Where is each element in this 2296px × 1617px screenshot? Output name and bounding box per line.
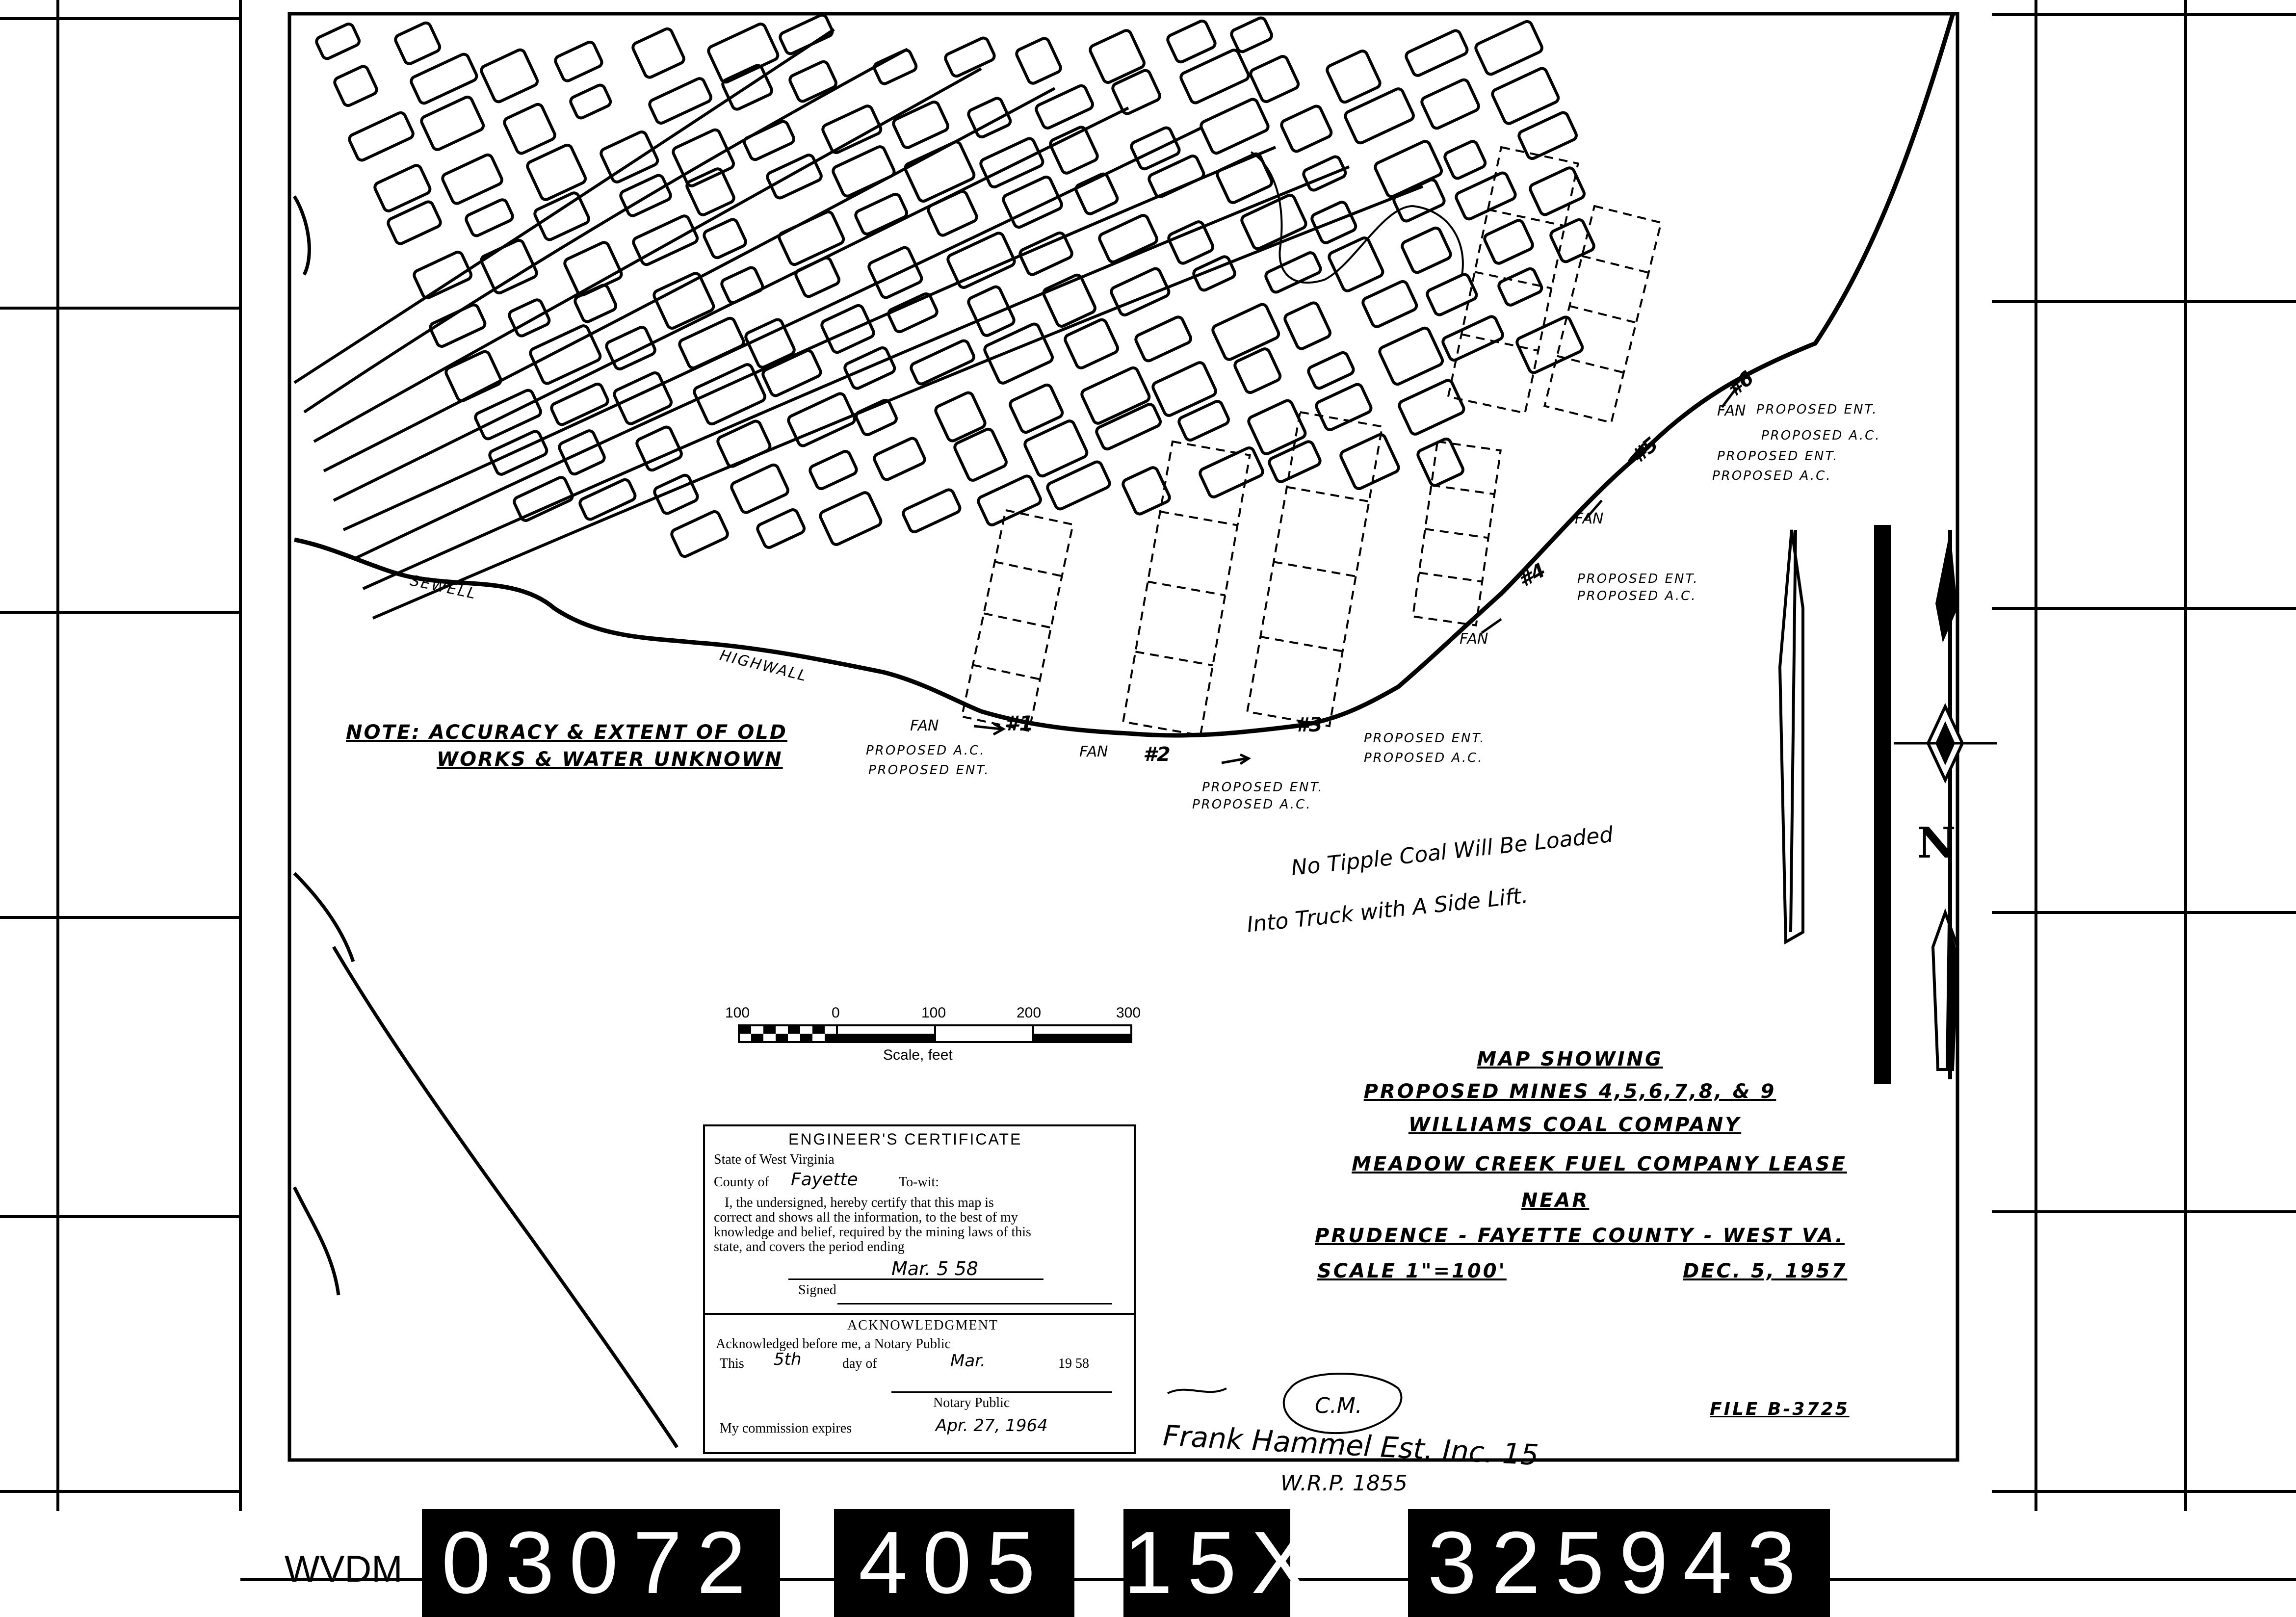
highwall-label: HIGHWALL	[718, 647, 809, 685]
workings-pillar	[1280, 104, 1333, 153]
workings-pillar	[1111, 69, 1161, 115]
workings-pillar	[578, 478, 637, 521]
workings-pillar	[348, 111, 415, 162]
proposed-mine-crosscut	[1160, 512, 1238, 525]
workings-pillar	[1420, 78, 1480, 130]
proposed-mine-crosscut	[1425, 529, 1488, 538]
workings-pillar	[867, 246, 923, 299]
cert-ack-line: Acknowledged before me, a Notary Public	[716, 1336, 951, 1352]
outcrop-left-lower	[294, 873, 353, 962]
mine-5-label-ent: PROPOSED ENT.	[1717, 449, 1839, 464]
workings-pillar	[1230, 16, 1273, 53]
workings-pillar	[1441, 315, 1504, 362]
workings-pillar	[1122, 466, 1171, 516]
scale-caption: Scale, feet	[883, 1047, 953, 1063]
workings-pillar	[613, 371, 673, 425]
workings-pillar	[788, 60, 837, 103]
workings-pillar	[600, 130, 659, 183]
workings-pillar	[703, 218, 747, 259]
workings-pillar	[1378, 327, 1444, 386]
workings-pillar	[743, 120, 795, 161]
workings-pillar	[503, 103, 556, 155]
mine-5-label-ac: PROPOSED A.C.	[1712, 469, 1832, 483]
mine-4-label-ac: PROPOSED A.C.	[1577, 589, 1697, 603]
cert-sig-line	[837, 1303, 1112, 1304]
mine-6-label-ac: PROPOSED A.C.	[1761, 428, 1881, 443]
proposed-mine-crosscut	[984, 613, 1051, 627]
pencil-curve	[1251, 152, 1463, 283]
old-mine-workings	[294, 13, 1595, 618]
cert-commission-value: Apr. 27, 1964	[936, 1416, 1048, 1435]
workings-pillar	[1264, 251, 1322, 294]
workings-pillar	[1491, 67, 1560, 125]
scale-bar	[739, 1025, 1131, 1042]
outcrop-diagonal	[334, 947, 677, 1447]
workings-pillar	[1515, 315, 1584, 374]
mine-1-label-ent: PROPOSED ENT.	[868, 763, 990, 778]
mine-3-label-ac: PROPOSED A.C.	[1364, 751, 1484, 765]
workings-pillar	[1398, 379, 1465, 436]
workings-pillar	[716, 419, 772, 468]
footer-code-3: 15X	[1123, 1509, 1290, 1617]
workings-pillar	[394, 21, 441, 65]
workings-pillar	[887, 292, 939, 334]
workings-pillar	[1240, 194, 1307, 251]
workings-pillar	[873, 49, 918, 85]
workings-main-passage	[314, 69, 981, 442]
cert-notary-line	[891, 1391, 1112, 1393]
mine-2-label-ac: PROPOSED A.C.	[1192, 797, 1312, 812]
title-line4: MEADOW CREEK FUEL COMPANY LEASE	[1352, 1153, 1847, 1175]
proposed-mine-crosscut	[1135, 652, 1213, 665]
workings-pillar	[554, 41, 603, 82]
workings-pillar	[944, 36, 996, 78]
cert-body3: knowledge and belief, required by the mining laws of this	[714, 1225, 1031, 1240]
footer-code-4: 325943	[1408, 1509, 1830, 1617]
workings-pillar	[967, 285, 1016, 337]
mine-5-number: #5	[1627, 433, 1663, 468]
workings-pillar	[1089, 29, 1146, 84]
cert-date-hand: Mar. 5 58	[891, 1258, 978, 1279]
footer-code-1: 03072	[422, 1509, 780, 1617]
workings-pillar	[1098, 214, 1158, 263]
workings-pillar	[480, 48, 539, 103]
workings-pillar	[1392, 178, 1446, 222]
handwritten-note-line2: Into Truck with A Side Lift.	[1245, 883, 1530, 938]
cert-body1: I, the undersigned, hereby certify that this map is	[725, 1195, 994, 1210]
cert-this-label: This	[720, 1356, 744, 1371]
workings-pillar	[820, 304, 875, 354]
workings-pillar	[1216, 152, 1273, 204]
proposed-mine-crosscut	[1461, 334, 1539, 350]
workings-pillar	[1328, 236, 1384, 292]
proposed-mine-crosscut	[973, 665, 1040, 679]
workings-pillar	[1497, 267, 1543, 307]
workings-pillar	[1249, 55, 1300, 104]
workings-pillar	[819, 491, 883, 546]
sewell-highwall-line	[294, 15, 1953, 735]
workings-pillar	[1200, 98, 1270, 155]
workings-pillar	[1134, 315, 1192, 363]
footer-code-2: 405	[834, 1509, 1074, 1617]
proposed-mine-crosscut	[995, 562, 1062, 576]
workings-pillar	[854, 193, 908, 236]
workings-pillar	[832, 145, 896, 198]
map-note-line1: NOTE: ACCURACY & EXTENT OF OLD	[346, 721, 787, 744]
mine-6-fan: FAN	[1717, 402, 1746, 419]
title-line1: MAP SHOWING	[1477, 1048, 1663, 1070]
workings-pillar	[1167, 220, 1214, 265]
handwritten-note-line1: No Tipple Coal Will Be Loaded	[1290, 822, 1615, 881]
cert-ack-heading: ACKNOWLEDGMENT	[847, 1318, 998, 1333]
workings-pillar	[420, 96, 485, 151]
proposed-mine-crosscut	[1419, 573, 1482, 581]
workings-pillar	[1529, 166, 1586, 216]
mine-6-label-ent: PROPOSED ENT.	[1756, 402, 1878, 417]
map-note-line2: WORKS & WATER UNKNOWN	[437, 748, 783, 771]
workings-pillar	[653, 473, 699, 515]
workings-pillar	[720, 266, 764, 304]
workings-pillar	[1361, 280, 1418, 329]
cert-day-of: day of	[842, 1356, 877, 1371]
workings-pillar	[441, 154, 503, 205]
workings-pillar	[488, 430, 548, 476]
workings-pillar	[1166, 20, 1217, 64]
workings-main-passage	[353, 147, 1276, 559]
workings-pillar	[465, 198, 514, 237]
mine-5-fan: FAN	[1575, 510, 1604, 527]
wrp-annotation: W.R.P. 1855	[1280, 1471, 1408, 1496]
mine-3-number: #3	[1295, 714, 1323, 736]
initials-annotation: C.M.	[1315, 1393, 1362, 1418]
title-line5: NEAR	[1521, 1189, 1590, 1212]
engineers-certificate	[703, 1124, 1136, 1454]
file-number: FILE B-3725	[1710, 1399, 1850, 1419]
cert-date-line	[788, 1278, 1044, 1280]
workings-pillar	[619, 174, 672, 217]
cert-body4: state, and covers the period ending	[714, 1239, 905, 1254]
proposed-mine-crosscut	[1274, 562, 1356, 576]
mine-1-label-ac: PROPOSED A.C.	[866, 743, 986, 758]
cert-state: State of West Virginia	[714, 1152, 835, 1167]
scale-tick-100-left: 100	[725, 1005, 750, 1021]
mine-4-label-ent: PROPOSED ENT.	[1577, 572, 1699, 586]
workings-pillar	[529, 324, 602, 385]
proposed-mine-outline	[1247, 412, 1382, 726]
workings-pillar	[631, 27, 685, 79]
workings-pillar	[1474, 20, 1543, 76]
workings-pillar	[1177, 400, 1230, 442]
workings-main-passage	[304, 49, 908, 412]
mine-3-label-ent: PROPOSED ENT.	[1364, 731, 1486, 746]
workings-pillar	[1307, 351, 1355, 390]
cert-to-wit: To-wit:	[899, 1174, 939, 1190]
workings-pillar	[977, 474, 1042, 526]
workings-pillar	[1401, 227, 1452, 274]
workings-pillar	[892, 101, 949, 149]
workings-pillar	[1283, 301, 1331, 350]
workings-pillar	[1151, 361, 1217, 417]
workings-main-passage	[363, 167, 1349, 589]
workings-pillar	[652, 272, 715, 330]
workings-pillar	[809, 450, 858, 491]
scale-tick-200: 200	[1017, 1005, 1042, 1021]
cert-month-hand: Mar.	[950, 1351, 986, 1371]
workings-pillar	[1199, 446, 1264, 498]
workings-pillar	[946, 232, 1016, 289]
proposed-mine-outline	[1123, 442, 1250, 735]
proposed-mine-crosscut	[1582, 256, 1649, 273]
mine-1-fan: FAN	[910, 717, 939, 734]
title-line6: PRUDENCE - FAYETTE COUNTY - WEST VA.	[1315, 1225, 1845, 1247]
cert-commission-label: My commission expires	[720, 1421, 852, 1436]
cert-this-day: 5th	[774, 1350, 802, 1369]
workings-pillar	[670, 510, 729, 558]
cert-county-value: Fayette	[791, 1170, 858, 1190]
signature-line	[1168, 1388, 1226, 1393]
workings-pillar	[1483, 219, 1534, 265]
workings-pillar	[1110, 267, 1171, 316]
workings-pillar	[855, 399, 898, 437]
scale-tick-0: 0	[832, 1005, 840, 1021]
scale-tick-300: 300	[1116, 1005, 1141, 1021]
workings-pillar	[333, 65, 378, 107]
workings-pillar	[1405, 29, 1469, 77]
workings-pillar	[1046, 460, 1111, 510]
outcrop-left-upper	[294, 196, 309, 275]
workings-pillar	[1302, 155, 1347, 192]
scale-tick-100: 100	[921, 1005, 946, 1021]
cert-county-label: County of	[714, 1174, 769, 1190]
cert-signed-label: Signed	[798, 1282, 836, 1298]
proposed-mine-crosscut	[1431, 485, 1494, 494]
footer-prefix: WVDM	[285, 1548, 403, 1590]
workings-pillar	[526, 144, 587, 202]
workings-pillar	[778, 210, 845, 266]
mine-6-number: #6	[1722, 366, 1758, 402]
signature-annotation: Frank Hammel Est. Inc. 15	[1162, 1418, 1540, 1472]
workings-pillar	[1080, 366, 1151, 425]
workings-pillar	[1326, 50, 1382, 104]
workings-pillar	[1339, 433, 1400, 491]
mine-2-label-ent: PROPOSED ENT.	[1202, 780, 1324, 795]
north-label: N	[1917, 818, 1956, 868]
sewell-label: SEWELL	[408, 572, 479, 603]
cert-notary: Notary Public	[933, 1395, 1010, 1410]
workings-pillar	[730, 463, 789, 514]
workings-pillar	[873, 437, 926, 481]
workings-pillar	[632, 214, 699, 266]
mine-4-fan: FAN	[1460, 630, 1488, 648]
workings-pillar	[1148, 155, 1205, 199]
workings-pillar	[756, 508, 806, 549]
outcrop-bottom-left	[294, 1187, 339, 1295]
north-arrow	[1780, 525, 1997, 1084]
workings-pillar	[508, 298, 551, 338]
title-line3: WILLIAMS COAL COMPANY	[1408, 1114, 1742, 1136]
workings-pillar	[1517, 111, 1578, 160]
cert-body2: correct and shows all the information, to the best of my	[714, 1210, 1018, 1225]
workings-pillar	[569, 83, 612, 119]
mine-4-number: #4	[1514, 559, 1550, 592]
workings-pillar	[315, 23, 361, 60]
workings-pillar	[1015, 37, 1062, 85]
workings-pillar	[413, 251, 472, 300]
cert-year: 19 58	[1058, 1356, 1089, 1371]
workings-pillar	[605, 326, 656, 371]
workings-pillar	[574, 284, 617, 323]
cert-heading: ENGINEER'S CERTIFICATE	[788, 1130, 1022, 1148]
workings-pillar	[1035, 84, 1094, 130]
title-scale: SCALE 1"=100'	[1317, 1260, 1507, 1282]
proposed-mine-crosscut	[1148, 582, 1226, 596]
mine-2-number: #2	[1143, 743, 1171, 766]
mine-1-number: #1	[1005, 711, 1034, 735]
title-line2: PROPOSED MINES 4,5,6,7,8, & 9	[1363, 1080, 1776, 1103]
proposed-mine-crosscut	[1260, 637, 1342, 652]
cert-divider	[705, 1313, 1134, 1315]
workings-pillar	[1549, 218, 1595, 263]
workings-pillar	[1049, 126, 1099, 175]
workings-pillar	[1344, 87, 1415, 145]
workings-pillar	[444, 350, 502, 402]
workings-pillar	[766, 154, 823, 200]
workings-pillar	[902, 488, 962, 533]
title-date: DEC. 5, 1957	[1683, 1260, 1848, 1282]
proposed-mine-crosscut	[1569, 306, 1636, 323]
mine-2-fan: FAN	[1079, 743, 1108, 760]
workings-pillar	[1443, 140, 1487, 180]
